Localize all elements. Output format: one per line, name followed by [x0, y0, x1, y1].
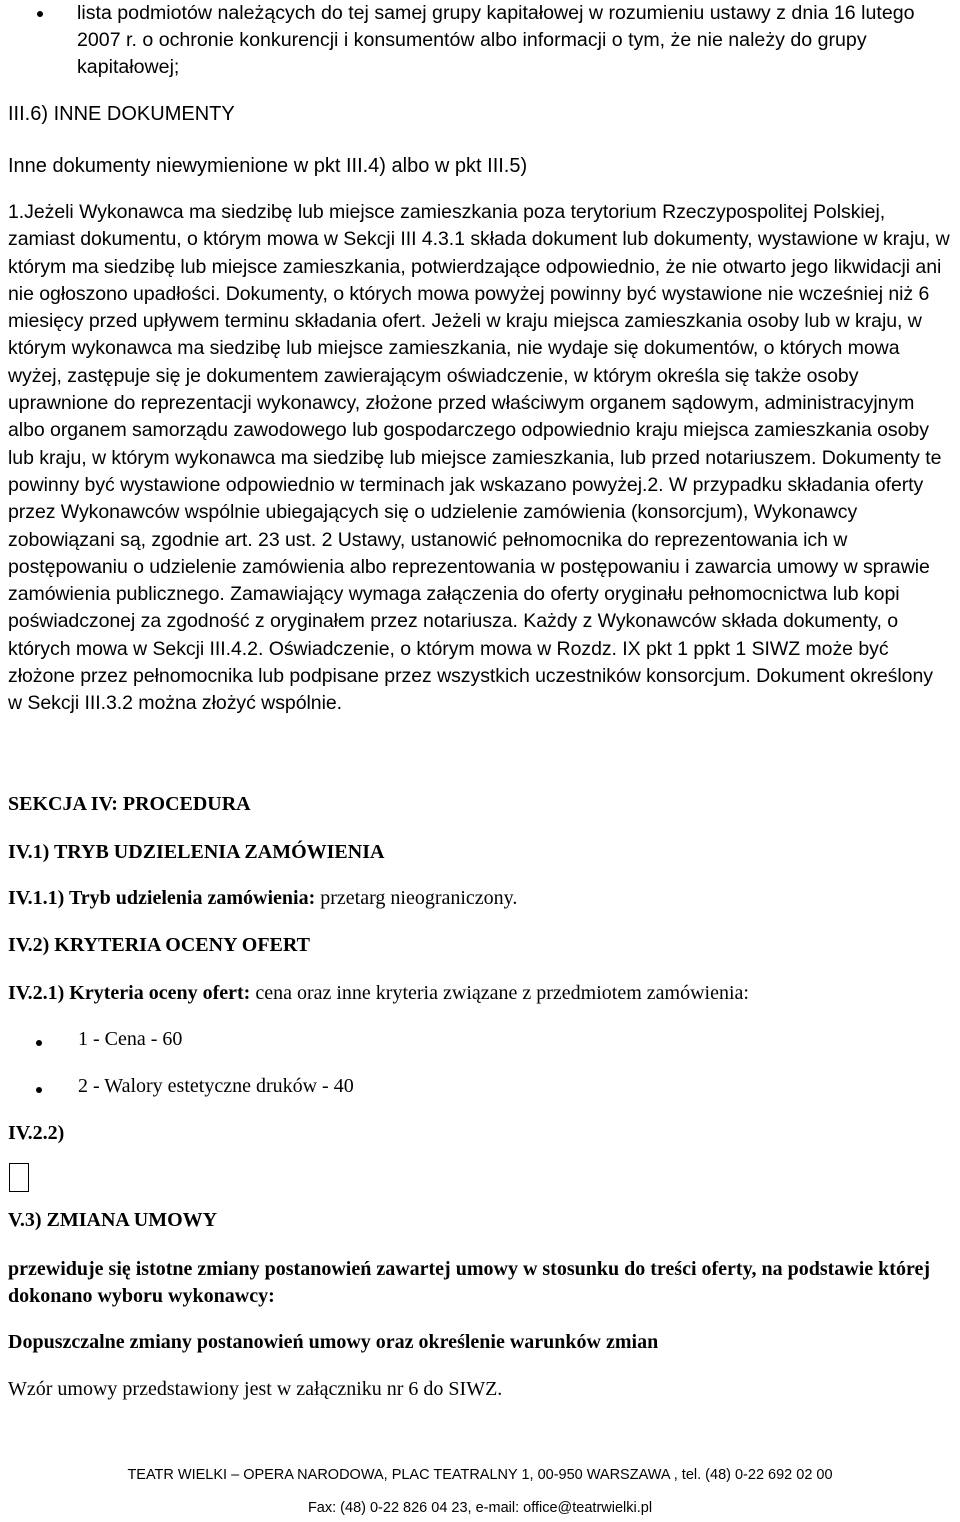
section-heading-iii-6: III.6) INNE DOKUMENTY	[8, 103, 235, 125]
footer-contact: Fax: (48) 0-22 826 04 23, e-mail: office@teatrwielki.pl	[307, 1500, 653, 1516]
heading-iv-2: IV.2) KRYTERIA OCENY OFERT	[8, 934, 310, 956]
bullet-icon	[37, 11, 43, 17]
heading-iv-1: IV.1) TRYB UDZIELENIA ZAMÓWIENIA	[8, 841, 385, 863]
capital-group-list	[0, 0, 952, 81]
list-item	[0, 0, 952, 81]
list-item	[0, 1075, 952, 1098]
footer-address: TEATR WIELKI – OPERA NARODOWA, PLAC TEATRALNY 1, 00-950 WARSZAWA , tel. (48) 0-22 692 02 00	[127, 1467, 833, 1483]
contract-template-note: Wzór umowy przedstawiony jest w załączniku nr 6 do SIWZ.	[8, 1378, 503, 1400]
criteria-value: cena oraz inne kryteria związane z przedmiotem zamówienia:	[250, 982, 749, 1004]
bullet-icon	[36, 1040, 42, 1046]
criterion-price: 1 - Cena - 60	[78, 1028, 183, 1050]
contract-changes-statement: przewiduje się istotne zmiany postanowień zawartej umowy w stosunku do treści oferty, na podstawie której dokonano wyboru wykonawcy:	[8, 1258, 930, 1308]
other-documents-body: 1.Jeżeli Wykonawca ma siedzibę lub miejsce zamieszkania poza terytorium Rzeczypospolitej Polskiej, zamiast dokumentu, o którym mowa w Sekcji III 4.3.1 składa dokument lub dokumenty, wystawione w kraju, w którym ma siedzibę lub miejsce zamieszkania, potwierdzające odpowiednio, że nie otwarto jego likwidacji ani nie ogłoszono upadłości. Dokumenty, o których mowa powyżej powinny być wystawione nie wcześniej niż 6 miesięcy przed upływem terminu składania ofert. Jeżeli w kraju miejsca zamieszkania osoby lub w kraju, w którym wykonawca ma siedzibę lub miejsce zamieszkania, nie wydaje się dokumentów, o których mowa wyżej, zastępuje się je dokumentem zawierającym oświadczenie, w którym określa się także osoby uprawnione do reprezentacji wykonawcy, złożone przed właściwym organem sądowym, administracyjnym albo organem samorządu zawodowego lub gospodarczego odpowiednio kraju miejsca zamieszkania osoby lub kraju, w którym wykonawca ma siedzibę lub miejsce zamieszkania, lub przed notariuszem. Dokumenty te powinny być wystawione odpowiednio w terminach jak wskazano powyżej.2. W przypadku składania oferty przez Wykonawców wspólnie ubiegających się o udzielenie zamówienia (konsorcjum), Wykonawcy zobowiązani są, zgodnie art. 23 ust. 2 Ustawy, ustanowić pełnomocnika do reprezentowania ich w postępowaniu o udzielenie zamówienia albo reprezentowania w postępowaniu i zawarcia umowy w sprawie zamówienia publicznego. Zamawiający wymaga załączenia do oferty oryginału pełnomocnictwa lub kopi poświadczonej za zgodność z oryginałem przez notariusza. Każdy z Wykonawców składa dokumenty, o których mowa w Sekcji III.4.2. Oświadczenie, o którym mowa w Rozdz. IX pkt 1 ppkt 1 SIWZ może być złożone przez pełnomocnika lub podpisane przez wszystkich uczestników konsorcjum. Dokument określony w Sekcji III.3.2 można złożyć wspólnie.	[8, 201, 950, 715]
procedure-type-line	[8, 887, 952, 910]
list-item	[0, 1028, 952, 1075]
allowed-changes-heading: Dopuszczalne zmiany postanowień umowy oraz określenie warunków zmian	[8, 1331, 659, 1353]
bullet-icon	[36, 1087, 42, 1093]
placeholder-box-icon	[9, 1163, 29, 1192]
section-title-iv: SEKCJA IV: PROCEDURA	[8, 793, 251, 815]
criteria-label: IV.2.1) Kryteria oceny ofert:	[8, 982, 251, 1004]
heading-v-3: V.3) ZMIANA UMOWY	[8, 1209, 218, 1231]
criteria-list	[0, 1028, 952, 1098]
heading-iv-2-2: IV.2.2)	[8, 1122, 65, 1144]
criteria-line	[8, 982, 952, 1005]
procedure-type-label: IV.1.1) Tryb udzielenia zamówienia:	[8, 887, 316, 909]
procedure-type-value: przetarg nieograniczony.	[315, 887, 518, 909]
other-documents-intro: Inne dokumenty niewymienione w pkt III.4) albo w pkt III.5)	[8, 155, 528, 177]
list-item-text: lista podmiotów należących do tej samej grupy kapitałowej w rozumieniu ustawy z dnia 16 lutego 2007 r. o ochronie konkurencji i konsumentów albo informacji o tym, że nie należy do grupy kapitałowej;	[77, 2, 915, 78]
criterion-aesthetics: 2 - Walory estetyczne druków - 40	[78, 1075, 354, 1097]
